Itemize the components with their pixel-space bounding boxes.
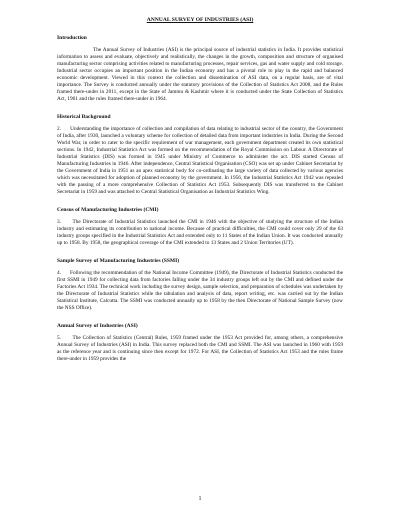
section-introduction [57, 35, 343, 103]
section-historical-background [57, 114, 343, 196]
section-asi [57, 323, 343, 363]
section-heading: Historical Background [57, 114, 111, 120]
section-paragraph: 2. Understanding the importance of collection and compilation of data relating to industrial sector of the country, the Government of India, after 1930, launched a voluntary scheme for collection of detailed data from important industries in India. During the Second World War, in order to cater to the specific requirement of war management, each government department created its own statistical sections. In 1942, Industrial Statistics Act was formed on the recommendation of the Royal Commission on Labour. A Directorate of Industrial Statistics (DIS) was formed in 1945 under Ministry of Commerce to administer the act. DIS started Census of Manufacturing Industries in 1946. After independence, Central Statistical Organisation (CSO) was set up under Cabinet Secretariat by the Government of India in 1951 as an apex statistical body for co-ordinating the large variety of data collected by various agencies which was necessitated for adoption of planned economy by the government. In 1956, the Industrial Statistics Act 1942 was repealed with the passing of a more comprehensive Collection of Statistics Act 1953. Subsequently DIS was transferred to the Cabinet Secretariat in 1959 and was attached to Central Statistical Organisation as Industrial Statistics Wing. [57, 126, 345, 195]
section-paragraph: The Annual Survey of Industries (ASI) is the principal source of industrial statistics in India. It provides statistical information to assess and evaluate, objectively and realistically, the changes in the growth, composition and structure of organised manufacturing sector comprising activities related to manufacturing processes, repair services, gas and water supply and cold storage. Industrial sector occupies an important position in the Indian economy and has a pivotal role to play in the rapid and balanced economic development. Viewed in this context the collection and dissemination of ASI data, on a regular basis, are of vital importance. The Survey is conducted annually under the statutory provisions of the Collection of Statistics Act 2008, and the Rules framed there-under in 2011, except in the State of Jammu & Kashmir where it is conducted under the State Collection of Statistics Act, 1961 and the rules framed there-under in 1964. [57, 47, 345, 102]
section-heading: Introduction [57, 35, 87, 41]
section-heading: Sample Survey of Manufacturing Industries (SSMI) [57, 258, 180, 264]
document-title: ANNUAL SURVEY OF INDUSTRIES (ASI) [146, 17, 254, 23]
section-heading: Annual Survey of Industries (ASI) [57, 323, 138, 329]
page-number: 1 [198, 496, 202, 502]
section-paragraph: 5. The Collection of Statistics (Central) Rules, 1959 framed under the 1953 Act provided for, among others, a comprehensive Annual Survey of Industries (ASI) in India. This survey replaced both the CMI and SSMI. The ASI was launched in 1960 with 1959 as the reference year and is continuing since then except for 1972. For ASI, the Collection of Statistics Act 1953 and the rules frame there-under in 1959 provides the [57, 335, 345, 362]
section-paragraph: 3. The Directorate of Industrial Statistics launched the CMI in 1946 with the objective of studying the structure of the Indian industry and estimating its contribution to national income. Because of practical difficulties, the CMI could cover only 29 of the 63 industry groups specified in the Industrial Statistics Act and extended only to 11 States of the Indian Union. It was conducted annually up to 1958. By 1958, the geographical coverage of the CMI extended to 13 States and 2 Union Territories (UT). [57, 219, 345, 246]
section-cmi [57, 207, 343, 247]
section-ssmi [57, 258, 343, 312]
section-paragraph: 4. Following the recommendation of the National Income Committee (1949), the Directorate of Industrial Statistics conducted the first SSMI in 1949 for collecting data from factories falling under the 34 industry groups left out by the CMI and defined under the Factories Act 1934. The technical work including the survey design, sample selection, and preparation of schedules was undertaken by the Directorate of Industrial Statistics while the tabulation and analysis of data, report writing, etc. was carried out by the Indian Statistical Institute, Calcutta. The SSMI was conducted annually up to 1958 by the then Directorate of National Sample Survey (now the NSS Office). [57, 270, 345, 311]
section-heading: Census of Manufacturing Industries (CMI) [57, 207, 159, 213]
